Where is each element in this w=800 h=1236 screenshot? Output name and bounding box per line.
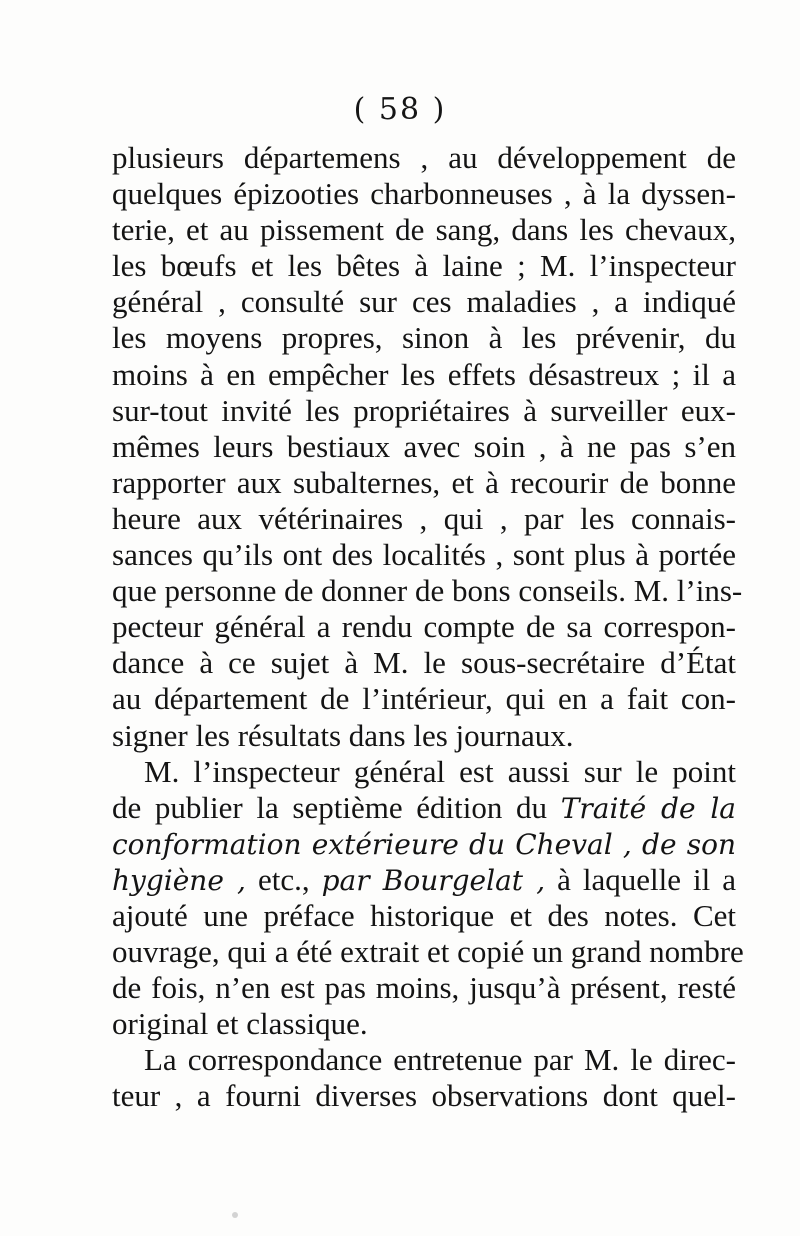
text-line xyxy=(112,212,736,248)
text-segment: les moyens propres, sinon à les prévenir, du xyxy=(112,320,736,356)
text-line xyxy=(112,790,736,826)
text-segment: heure aux vétérinaires , qui , par les connais- xyxy=(112,500,736,536)
text-line xyxy=(112,681,736,717)
text-line xyxy=(112,970,736,1006)
page-number: ( 58 ) xyxy=(353,92,447,127)
text-segment: mêmes leurs bestiaux avec soin , à ne pas s’en xyxy=(112,428,736,464)
text-segment: moins à en empêcher les effets désastreux ; il a xyxy=(112,356,736,392)
text-line xyxy=(112,320,736,356)
text-line xyxy=(112,609,736,645)
paper-speck xyxy=(232,1212,238,1218)
text-segment: terie, et au pissement de sang, dans les chevaux, xyxy=(112,212,736,248)
text-line xyxy=(112,573,743,609)
text-segment: les bœufs et les bêtes à laine ; M. l’inspecteur xyxy=(112,248,736,284)
text-segment: rapporter aux subalternes, et à recourir de bonne xyxy=(112,464,736,500)
text-line xyxy=(112,645,736,681)
text-segment: général , consulté sur ces maladies , a indiqué xyxy=(112,284,736,320)
text-line xyxy=(112,1042,736,1078)
text-line xyxy=(112,537,736,573)
text-segment: etc., xyxy=(245,861,322,897)
text-segment: original et classique. xyxy=(112,1006,368,1042)
text-segment: La correspondance entretenue par M. le direc- xyxy=(144,1042,736,1078)
text-line xyxy=(112,501,736,537)
text-segment: à laquelle il a xyxy=(545,861,736,897)
text-segment: teur , a fourni diverses observations dont quel- xyxy=(112,1078,736,1114)
italic-text: Traité de la xyxy=(560,791,737,825)
text-segment: ouvrage, qui a été extrait et copié un grand nombre xyxy=(112,934,744,970)
text-segment: sances qu’ils ont des localités , sont plus à portée xyxy=(112,537,736,573)
text-segment: pecteur général a rendu compte de sa correspon- xyxy=(112,609,736,645)
text-line xyxy=(112,754,736,790)
text-line xyxy=(112,826,736,862)
text-line xyxy=(112,898,736,934)
text-segment: que personne de donner de bons conseils. M. l’ins- xyxy=(112,573,743,609)
text-segment: dance à ce sujet à M. le sous-secrétaire d’État xyxy=(112,645,736,681)
text-segment: plusieurs départemens , au développement de xyxy=(112,140,736,175)
italic-text: hygiène , xyxy=(112,863,246,897)
text-line xyxy=(112,248,736,284)
text-line xyxy=(112,393,736,429)
text-line xyxy=(112,718,736,754)
text-line xyxy=(112,1006,736,1042)
text-line xyxy=(112,140,736,176)
text-line xyxy=(112,465,736,501)
text-segment: quelques épizooties charbonneuses , à la dyssen- xyxy=(112,176,736,212)
text-segment: M. l’inspecteur général est aussi sur le point xyxy=(144,753,736,789)
italic-text: conformation extérieure du Cheval , de son xyxy=(112,827,736,861)
body-text xyxy=(112,140,744,1115)
text-segment: au département de l’intérieur, qui en a fait con- xyxy=(112,681,736,717)
text-segment: sur-tout invité les propriétaires à surveiller eux- xyxy=(112,392,736,428)
text-line xyxy=(112,934,744,970)
text-line xyxy=(112,357,736,393)
text-line xyxy=(112,429,736,465)
italic-text: par Bourgelat , xyxy=(321,863,546,897)
text-line xyxy=(112,1078,736,1114)
text-line xyxy=(112,284,736,320)
text-line xyxy=(112,862,736,898)
text-segment: de publier la septième édition du xyxy=(112,789,561,825)
text-segment: signer les résultats dans les journaux. xyxy=(112,717,574,753)
text-segment: ajouté une préface historique et des notes. Cet xyxy=(112,897,736,933)
text-line xyxy=(112,176,736,212)
text-segment: de fois, n’en est pas moins, jusqu’à présent, resté xyxy=(112,970,736,1006)
